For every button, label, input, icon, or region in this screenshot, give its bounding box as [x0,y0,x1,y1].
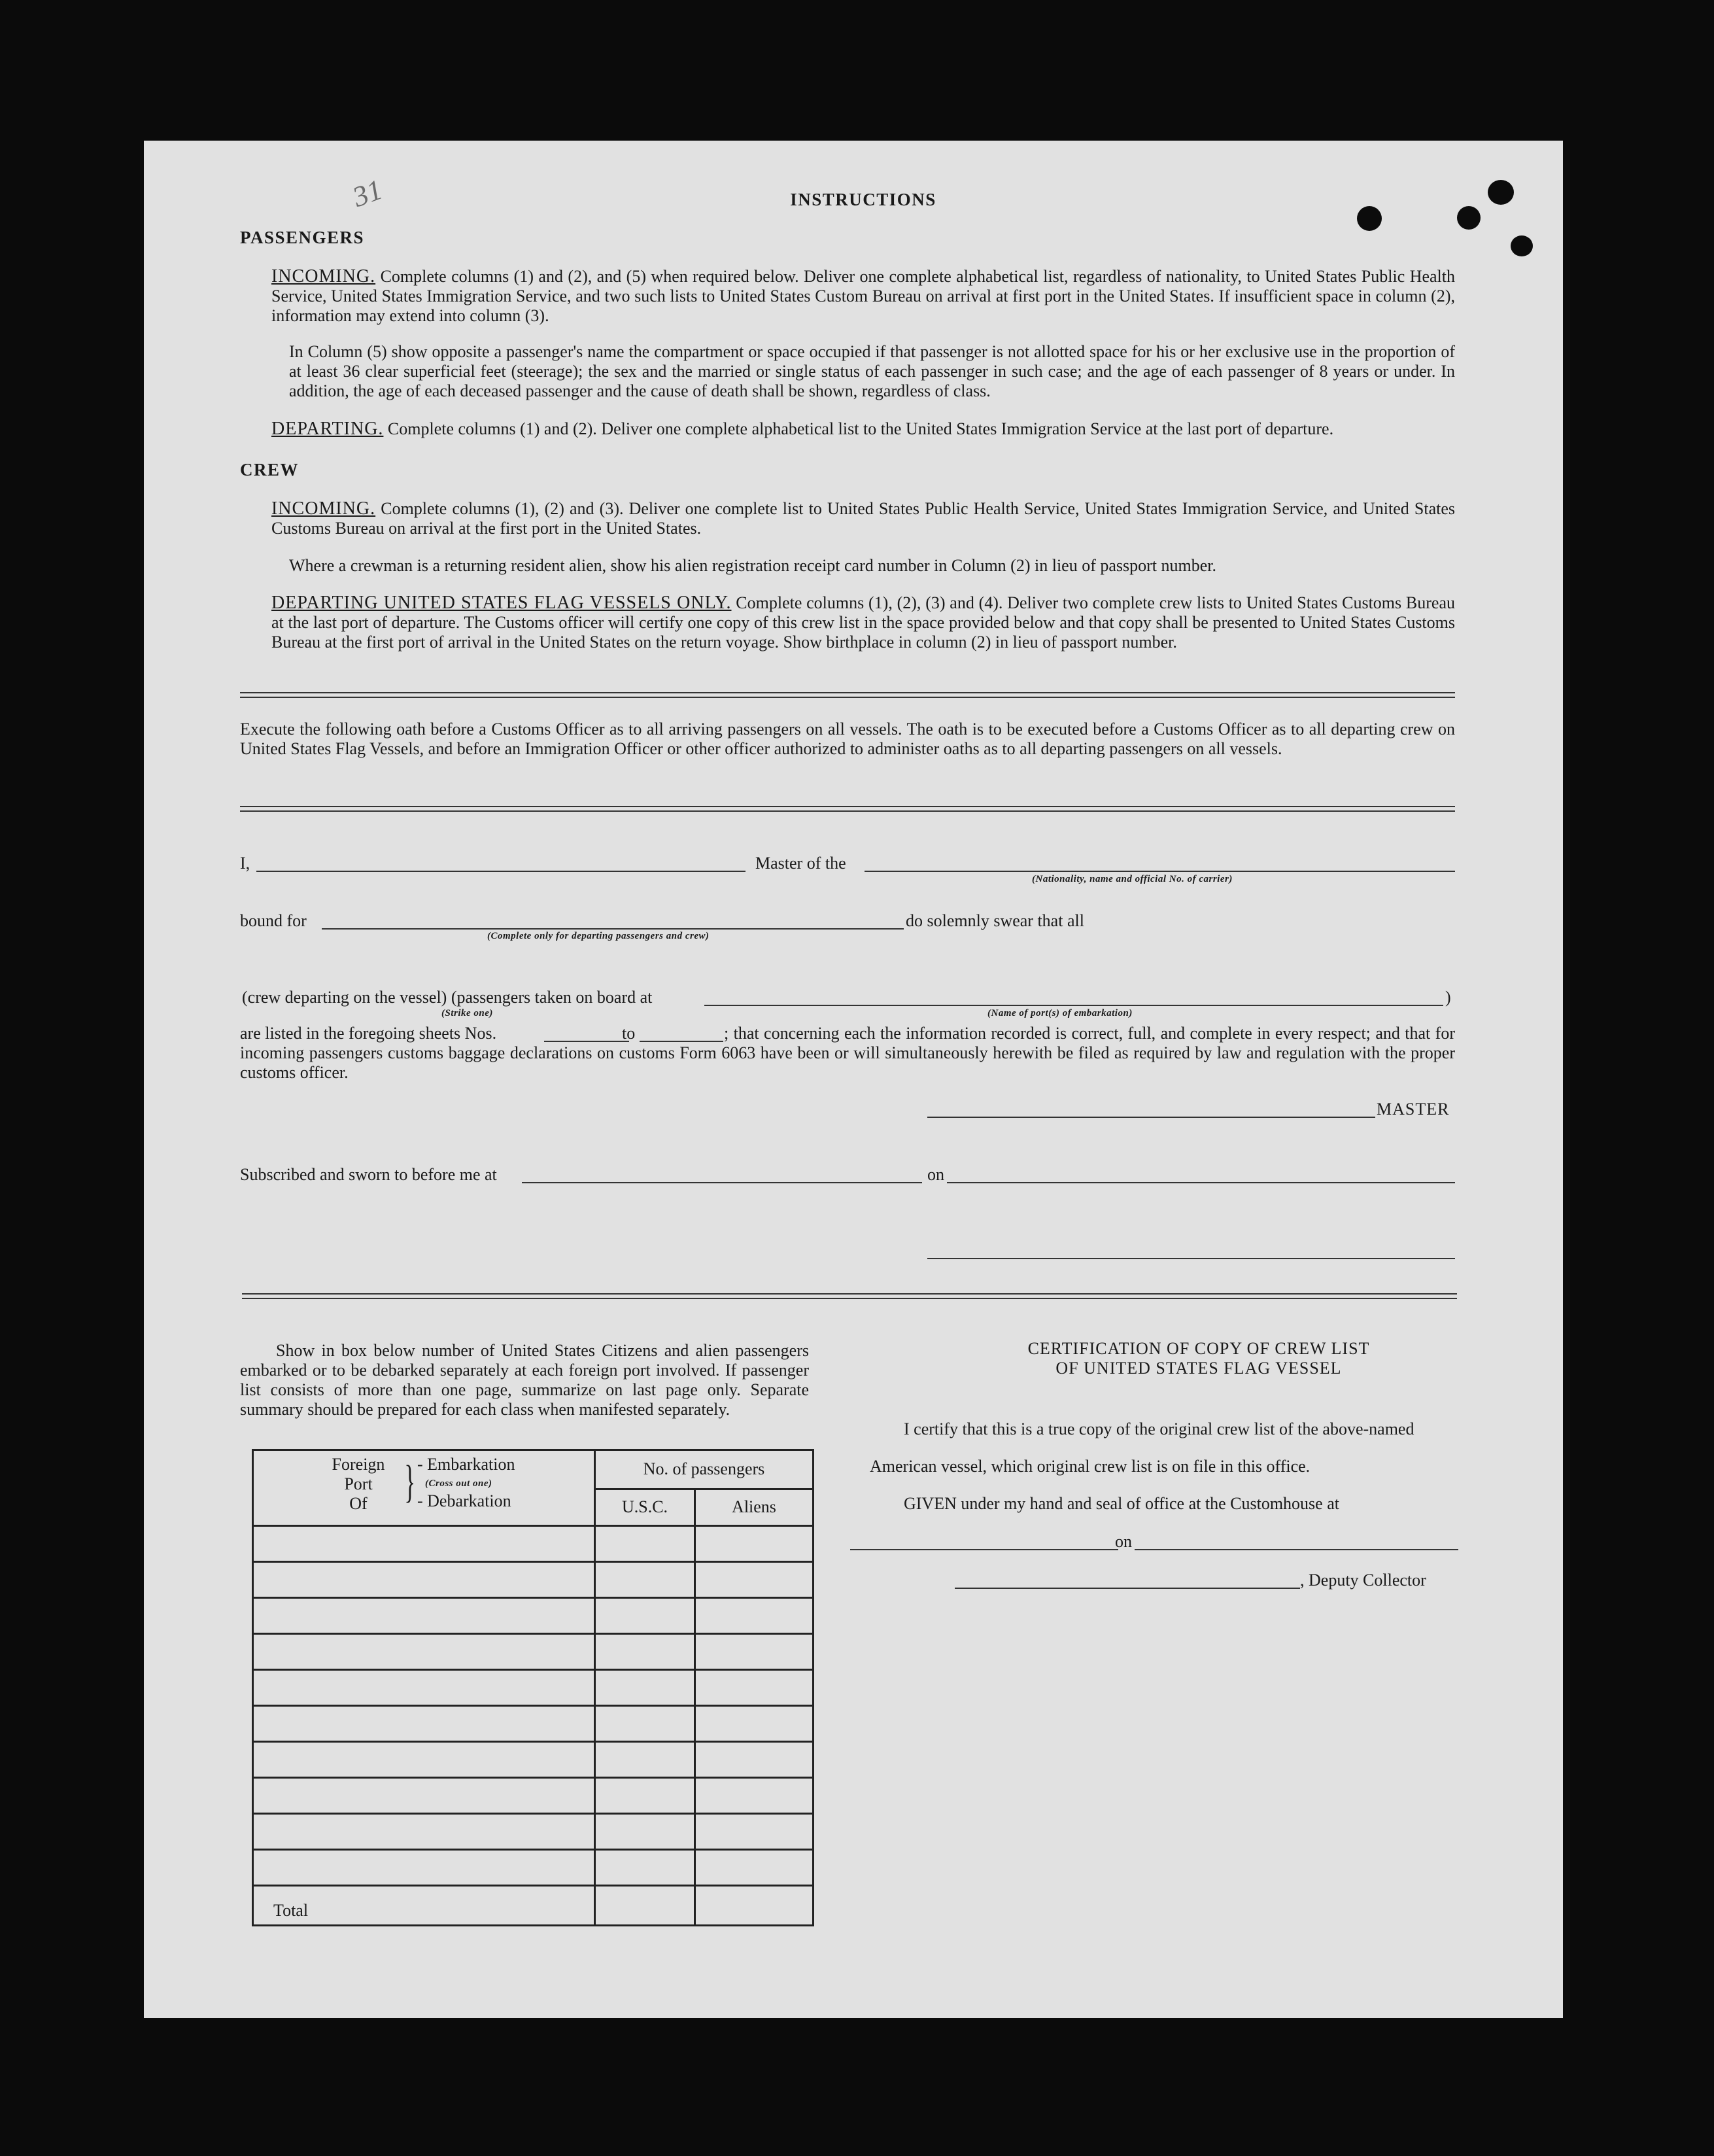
crew-resident: Where a crewman is a returning resident alien, show his alien registration receipt card number in Column (2) in lieu of passport number. [289,556,1217,575]
aliens-cell[interactable] [695,1526,814,1562]
aliens-cell[interactable] [695,1850,814,1886]
crew-departing-option: (crew departing on the vessel) (passengers taken on board at [242,988,653,1007]
close-paren: ) [1445,988,1451,1007]
punch-hole [1511,235,1533,256]
of-label: Of [349,1494,368,1513]
no-passengers-header: No. of passengers [595,1450,814,1489]
foreign-label: Foreign [332,1455,385,1474]
customhouse-field[interactable] [850,1549,1118,1550]
usc-cell[interactable] [595,1850,695,1886]
summary-instructions: Show in box below number of United States Citizens and alien passengers embarked or to be debarked separately at each foreign port involved. If passenger list consists of more than one page, summarize on last page only. Separate summary should be prepared for each class when manifested separately. [240,1341,809,1419]
bound-hint: (Complete only for departing passengers and crew) [487,931,710,941]
aliens-cell[interactable] [695,1634,814,1670]
brace-symbol: } [404,1457,416,1507]
usc-cell[interactable] [595,1814,695,1850]
crew-departing-label: DEPARTING UNITED STATES FLAG VESSELS ONLY. [271,593,732,613]
passengers-departing [271,419,1455,439]
officer-signature-line[interactable] [927,1258,1455,1259]
incoming-label: INCOMING. [271,266,376,287]
aliens-cell[interactable] [695,1778,814,1814]
usc-cell[interactable] [595,1526,695,1562]
port-cell[interactable] [253,1742,595,1778]
aliens-header: Aliens [695,1489,814,1525]
listed-to: to [622,1024,636,1043]
i-label: I, [240,854,250,873]
listed-rest-text: ; that concerning each the information recorded is correct, full, and complete in every respect; and that for incoming passengers customs baggage declarations on customs Form 6063 have been or will simultaneously herewith be filed as required by law and regulation with the proper customs officer. [240,1024,1455,1082]
port-label: Port [344,1474,373,1493]
cert-on-label: on [1115,1532,1132,1551]
aliens-cell[interactable] [695,1706,814,1742]
crew-incoming [271,499,1455,538]
departing-text: Complete columns (1) and (2). Deliver one complete alphabetical list to the United States Immigration Service at the last port of departure. [387,419,1334,438]
master-name-field[interactable] [256,871,746,872]
usc-cell[interactable] [595,1706,695,1742]
usc-cell[interactable] [595,1742,695,1778]
debarkation-option[interactable]: - Debarkation [417,1491,511,1510]
passengers-heading: PASSENGERS [240,228,365,247]
listed-rest [240,1024,1455,1083]
port-cell[interactable] [253,1778,595,1814]
ports-hint: (Name of port(s) of embarkation) [987,1008,1133,1018]
embarkation-ports-field[interactable] [704,1005,1443,1006]
subscribed-label: Subscribed and sworn to before me at [240,1165,497,1184]
usc-cell[interactable] [595,1562,695,1598]
listed-prefix: are listed in the foregoing sheets Nos. [240,1024,497,1043]
master-label: MASTER [1377,1100,1450,1119]
crew-departing-text: Complete columns (1), (2), (3) and (4). Deliver two complete crew lists to United States Customs Bureau at the last port of departure. The Customs officer will certify one copy of this crew list in the space provided below and that copy shall be presented to United States Customs Bureau at the first port of arrival in the United States on the return voyage. Show birthplace in column (2) in lieu of passport number. [271,593,1455,652]
port-cell[interactable] [253,1670,595,1706]
embarkation-option[interactable]: - Embarkation [417,1455,515,1474]
section-divider [242,1293,1457,1299]
sworn-on-label: on [927,1165,944,1184]
crew-departing [271,593,1455,652]
certify-line-2: American vessel, which original crew list is on file in this office. [870,1457,1311,1476]
page-title: INSTRUCTIONS [790,190,936,209]
certification-title-1: CERTIFICATION OF COPY OF CREW LIST [1027,1339,1370,1358]
aliens-cell[interactable] [695,1814,814,1850]
destination-field[interactable] [322,928,904,930]
bound-for-label: bound for [240,911,307,930]
crew-incoming-text: Complete columns (1), (2) and (3). Deliver one complete list to United States Public Health Service, United States Immigration Service, and United States Customs Bureau on arrival at the first port in the United States. [271,499,1456,538]
departing-label: DEPARTING. [271,419,384,439]
certification-title-2: OF UNITED STATES FLAG VESSEL [1055,1359,1342,1378]
deputy-signature-line[interactable] [955,1588,1300,1589]
usc-cell[interactable] [595,1778,695,1814]
pencil-mark: 31 [348,173,387,214]
usc-cell[interactable] [595,1598,695,1634]
aliens-cell[interactable] [695,1670,814,1706]
given-line: GIVEN under my hand and seal of office at the Customhouse at [904,1494,1339,1513]
strike-one-hint: (Strike one) [441,1008,493,1018]
port-cell[interactable] [253,1814,595,1850]
aliens-cell[interactable] [695,1562,814,1598]
passenger-summary-table [252,1449,814,1926]
certify-line-1: I certify that this is a true copy of the original crew list of the above-named [904,1419,1414,1438]
usc-cell[interactable] [595,1670,695,1706]
port-cell[interactable] [253,1634,595,1670]
oath-intro: Execute the following oath before a Customs Officer as to all arriving passengers on all vessels. The oath is to be executed before a Customs Officer as to all departing crew on United States Flag Vessels, and before an Immigration Officer or other officer authorized to administer oaths as to all departing passengers on all vessels. [240,720,1455,758]
usc-cell[interactable] [595,1634,695,1670]
sworn-date-field[interactable] [947,1182,1455,1183]
total-label: Total [253,1886,595,1926]
aliens-cell[interactable] [695,1598,814,1634]
usc-total-cell[interactable] [595,1886,695,1926]
passengers-column5: In Column (5) show opposite a passenger's name the compartment or space occupied if that passenger is not allotted space for his or her exclusive use in the proportion of at least 36 clear superficial feet (steerage); the sex and the married or single status of each passenger in such case; and the age of each passenger of 8 years or under. In addition, the age of each deceased passenger and the cause of death shall be shown, regardless of class. [289,342,1455,400]
section-divider [240,806,1455,812]
port-cell[interactable] [253,1598,595,1634]
port-header-cell [253,1450,595,1526]
section-divider [240,692,1455,698]
crew-incoming-label: INCOMING. [271,498,376,519]
cert-date-field[interactable] [1135,1549,1458,1550]
deputy-collector-label: , Deputy Collector [1300,1571,1426,1590]
sworn-place-field[interactable] [522,1182,922,1183]
carrier-field[interactable] [865,871,1455,872]
master-of-label: Master of the [755,854,846,873]
master-signature-line[interactable] [927,1117,1375,1118]
port-cell[interactable] [253,1562,595,1598]
cross-out-hint: (Cross out one) [425,1478,492,1489]
incoming-text: Complete columns (1) and (2), and (5) when required below. Deliver one complete alphabetical list, regardless of nationality, to United States Public Health Service, United States Immigration Service, and two such lists to United States Custom Bureau on arrival at first port in the United States. If insufficient space in column (2), information may extend into column (3). [271,267,1455,325]
form-sheet [144,141,1563,2018]
port-cell[interactable] [253,1526,595,1562]
port-cell[interactable] [253,1706,595,1742]
swear-text: do solemnly swear that all [906,911,1084,930]
port-cell[interactable] [253,1850,595,1886]
aliens-cell[interactable] [695,1742,814,1778]
nationality-hint: (Nationality, name and official No. of carrier) [1032,874,1233,884]
crew-heading: CREW [240,460,300,479]
usc-header: U.S.C. [595,1489,695,1525]
aliens-total-cell[interactable] [695,1886,814,1926]
passengers-incoming [271,267,1455,326]
